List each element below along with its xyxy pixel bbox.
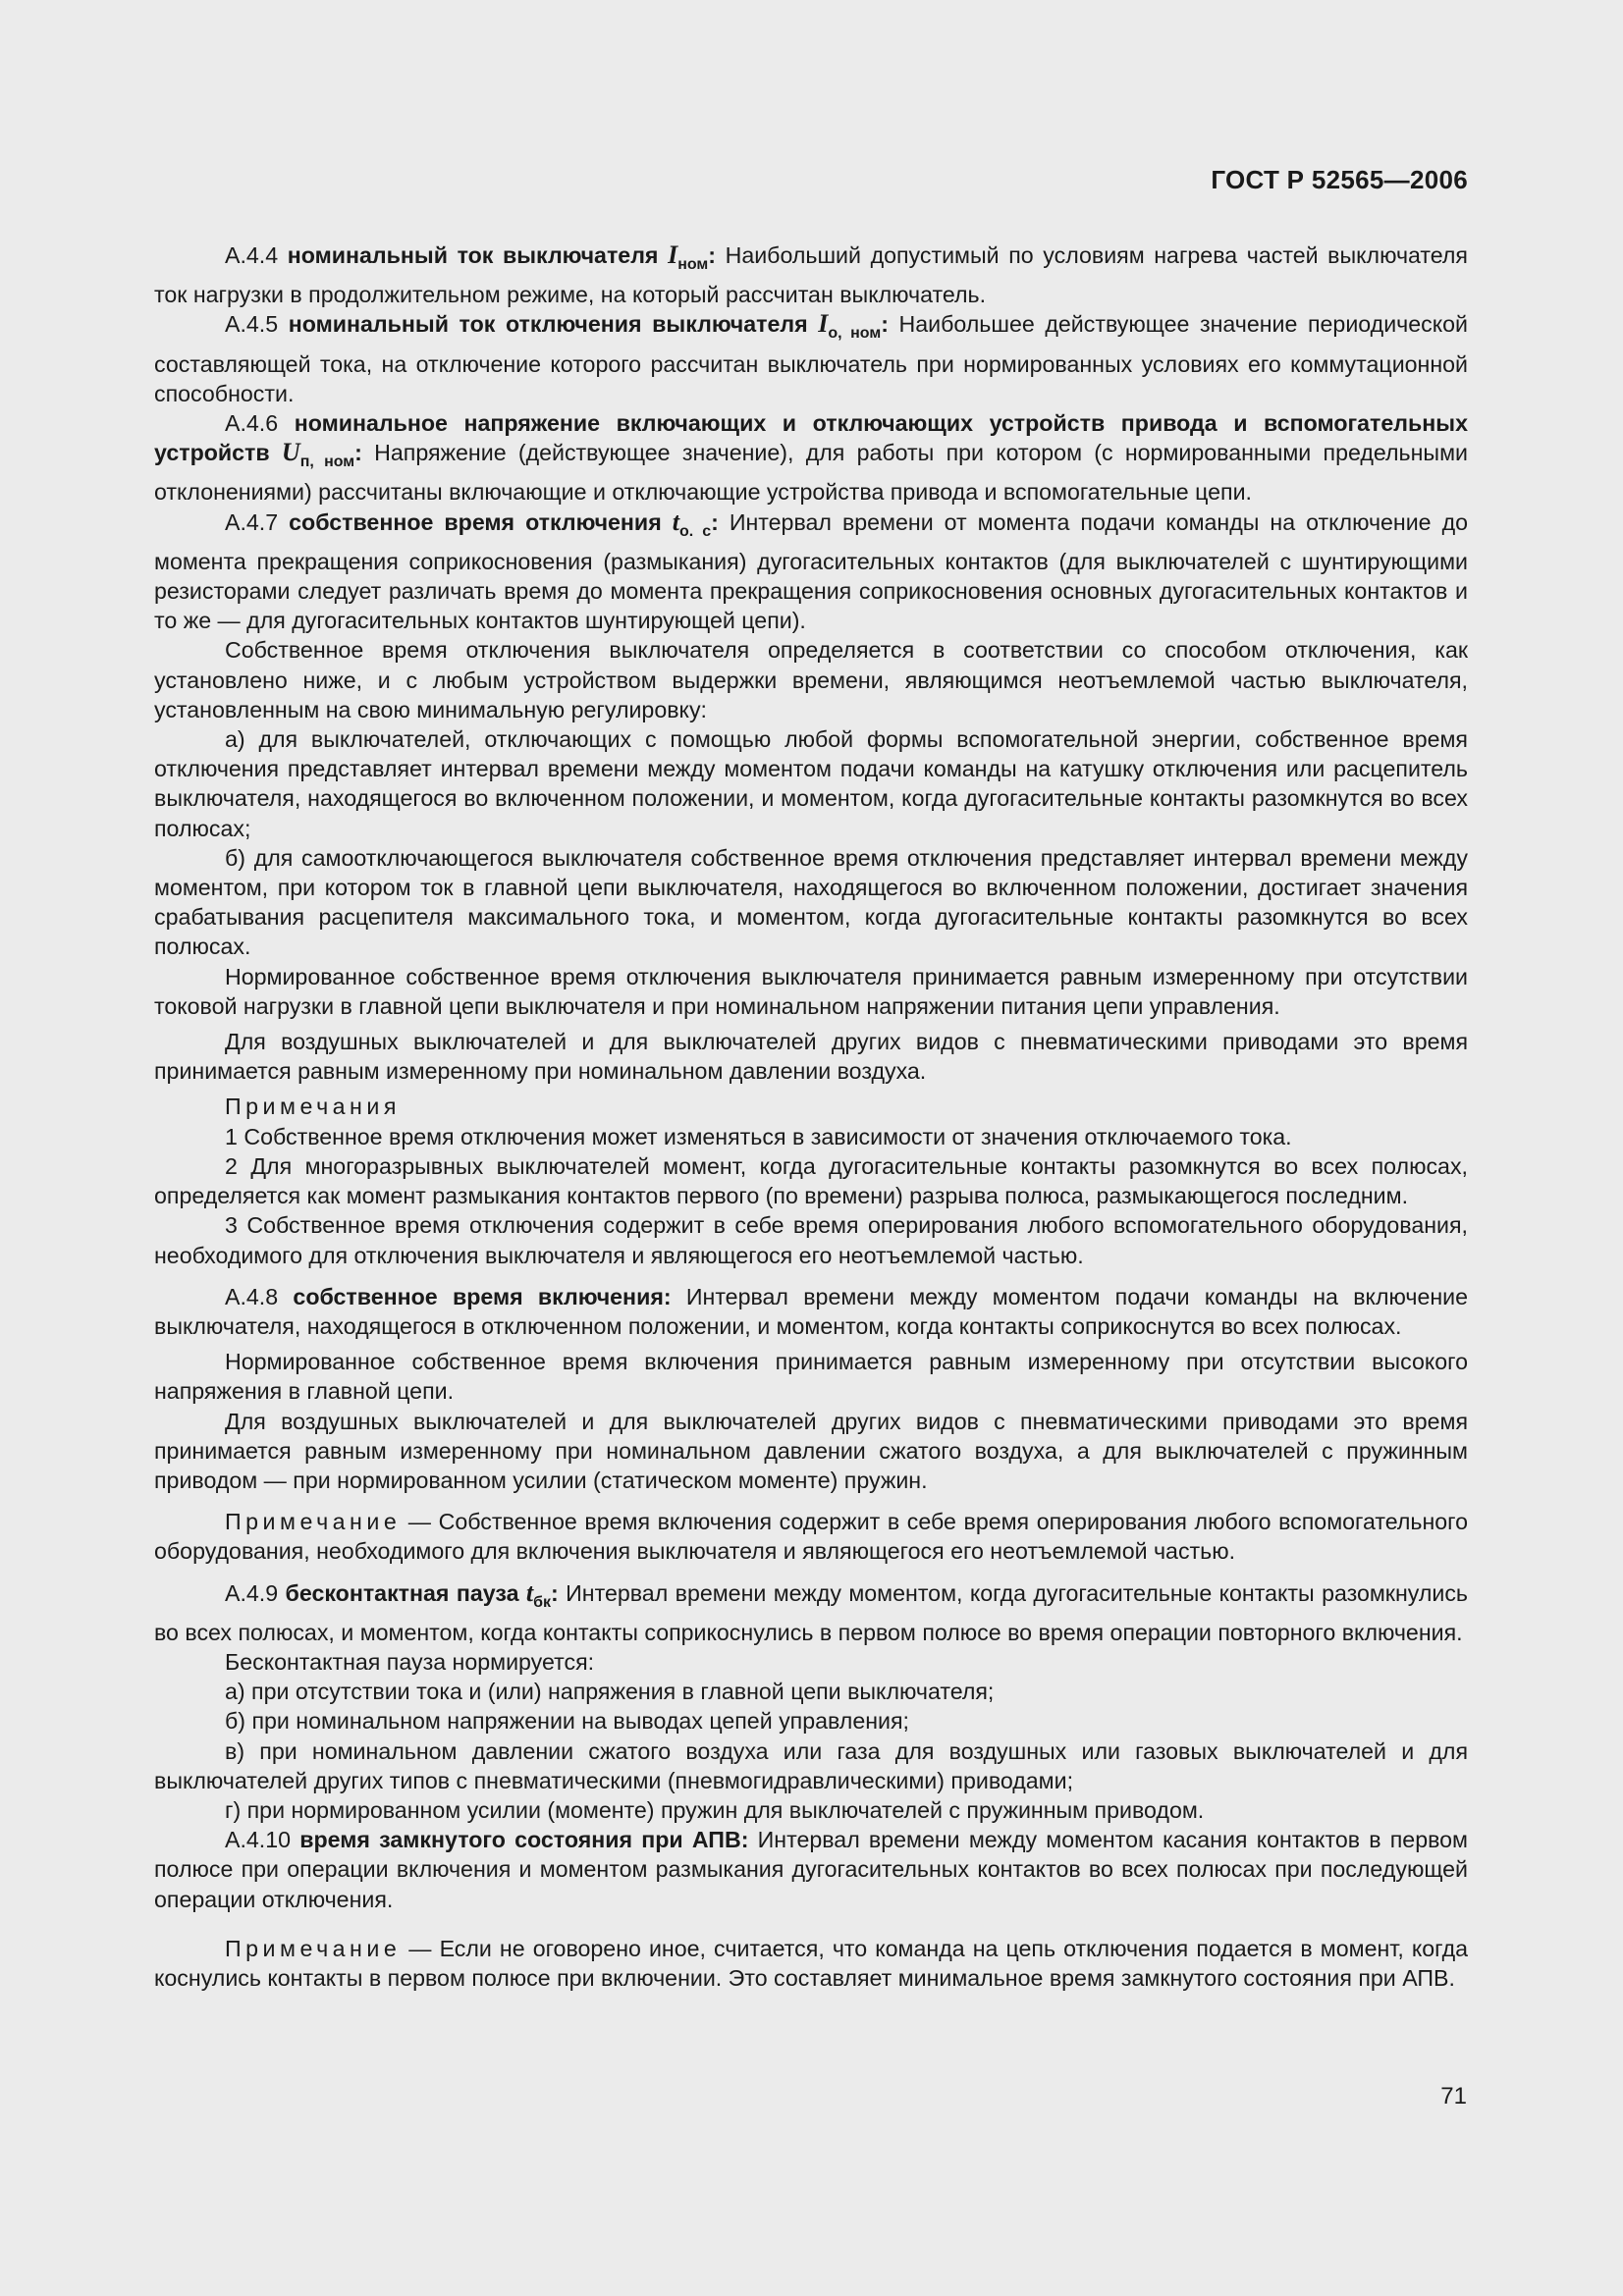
term: номинальное напряжение включающих и отключающих устройств привода и вспомогательных устройств bbox=[154, 410, 1468, 466]
clause-a410 bbox=[154, 1825, 1468, 1914]
list-item-b: б) для самоотключающегося выключателя собственное время отключения представляет интервал времени между моментом, при котором ток в главной цепи выключателя, находящегося во включенном положении, достигает значения срабатывания расцепителя максимального тока, и моментом, когда дугогасительные контакты разомкнутся во всех полюсах. bbox=[154, 844, 1468, 960]
clause-a47 bbox=[154, 507, 1468, 636]
clause-a45 bbox=[154, 309, 1468, 408]
paragraph: Для воздушных выключателей и для выключателей других видов с пневматическими приводами это время принимается равным измеренному при номинальном давлении сжатого воздуха, а для выключателей с пружинным приводом — при нормированном усилии (статическом моменте) пружин. bbox=[154, 1408, 1468, 1493]
symbol-subscript: бк bbox=[533, 1593, 551, 1611]
paragraph: Для воздушных выключателей и для выключателей других видов с пневматическими приводами это время принимается равным измеренному при номинальном давлении воздуха. bbox=[154, 1029, 1468, 1085]
clause-a48 bbox=[154, 1282, 1468, 1341]
symbol: U bbox=[281, 438, 300, 467]
definition: Наибольшее действующее значение периодической составляющей тока, на отключение которого рассчитан выключатель при нормированных условиях его коммутационной способности. bbox=[154, 311, 1468, 406]
list-item-b: б) при номинальном напряжении на выводах цепей управления; bbox=[225, 1708, 909, 1735]
clause-number: А.4.9 bbox=[225, 1579, 286, 1606]
definition: Интервал времени между моментом касания контактов в первом полюсе при операции включения и моментом размыкания дугогасительных контактов во всех полюсах при последующей операции отключения. bbox=[154, 1827, 1468, 1912]
clause-a46 bbox=[154, 408, 1468, 507]
clause-number: А.4.7 bbox=[225, 508, 290, 535]
symbol-subscript: п, ном bbox=[299, 454, 355, 471]
document-body bbox=[154, 240, 1468, 1993]
term: номинальный ток выключателя bbox=[287, 242, 669, 268]
symbol-subscript: о. с bbox=[678, 522, 712, 540]
clause-number: А.4.10 bbox=[225, 1827, 300, 1853]
note-text: — Если не оговорено иное, считается, что команда на цепь отключения подается в момент, когда коснулись контакты в первом полюсе при включении. Это составляет минимальное время замкнутого состояния при АПВ. bbox=[154, 1935, 1468, 1991]
note-3: 3 Собственное время отключения содержит в себе время оперирования любого вспомогательного оборудования, необходимого для отключения выключателя и являющегося его неотъемлемой частью. bbox=[154, 1212, 1468, 1268]
note-text: — Собственное время включения содержит в себе время оперирования любого вспомогательного оборудования, необходимого для включения выключателя и являющегося его неотъемлемой частью. bbox=[154, 1509, 1468, 1565]
note-single bbox=[154, 1507, 1468, 1566]
clause-a44 bbox=[154, 240, 1468, 309]
paragraph: Нормированное собственное время включения принимается равным измеренному при отсутствии высокого напряжения в главной цепи. bbox=[154, 1349, 1468, 1405]
symbol: I bbox=[668, 240, 678, 269]
symbol-subscript: о, ном bbox=[828, 325, 882, 343]
note-2: 2 Для многоразрывных выключателей момент, когда дугогасительные контакты разомкнутся во всех полюсах, определяется как момент размыкания контактов первого (по времени) разрыва полюса, размыкающегося последним. bbox=[154, 1152, 1468, 1209]
notes-heading: Примечания bbox=[225, 1094, 401, 1120]
list-item-a: а) для выключателей, отключающих с помощью любой формы вспомогательной энергии, собственное время отключения представляет интервал времени между моментом подачи команды на катушку отключения или расцепитель выключателя, находящегося во включенном положении, и моментом, когда дугогасительные контакты разомкнутся во всех полюсах; bbox=[154, 726, 1468, 841]
paragraph: Бесконтактная пауза нормируется: bbox=[225, 1648, 595, 1675]
term-colon: : bbox=[708, 242, 716, 268]
definition: Интервал времени между моментом подачи команды на включение выключателя, находящегося в отключенном положении, и моментом, когда контакты соприкоснутся во всех полюсах. bbox=[154, 1283, 1468, 1339]
definition: Интервал времени между моментом, когда дугогасительные контакты разомкнулись во всех полюсах, и моментом, когда контакты соприкоснулись в первом полюсе во время операции повторного включения. bbox=[154, 1579, 1468, 1645]
clause-number: А.4.8 bbox=[225, 1283, 294, 1309]
symbol: t bbox=[672, 507, 679, 536]
term: время замкнутого состояния при АПВ: bbox=[299, 1827, 749, 1853]
term-colon: : bbox=[711, 508, 719, 535]
document-header: ГОСТ Р 52565—2006 bbox=[1211, 165, 1468, 194]
definition: Напряжение (действующее значение), для работы при котором (с нормированными предельными отклонениями) рассчитаны включающие и отключающие устройства привода и вспомогательные цепи. bbox=[154, 440, 1468, 506]
term-colon: : bbox=[551, 1579, 559, 1606]
list-item-c: в) при номинальном давлении сжатого воздуха или газа для воздушных или газовых выключателей и для выключателей других типов с пневматическими (пневмогидравлическими) приводами; bbox=[154, 1737, 1468, 1793]
note-1: 1 Собственное время отключения может изменяться в зависимости от значения отключаемого тока. bbox=[225, 1123, 1292, 1149]
symbol: t bbox=[525, 1577, 534, 1607]
term: бесконтактная пауза bbox=[285, 1579, 526, 1606]
note-last bbox=[154, 1934, 1468, 1993]
term-colon: : bbox=[881, 311, 889, 338]
term-colon: : bbox=[354, 440, 362, 466]
term: номинальный ток отключения выключателя bbox=[288, 311, 819, 338]
paragraph: Нормированное собственное время отключения выключателя принимается равным измеренному при отсутствии токовой нагрузки в главной цепи выключателя и при номинальном напряжении питания цепи управления. bbox=[154, 963, 1468, 1019]
clause-number: А.4.6 bbox=[225, 410, 295, 437]
term: собственное время включения: bbox=[293, 1283, 672, 1309]
term: собственное время отключения bbox=[289, 508, 673, 535]
note-label: Примечание bbox=[225, 1935, 402, 1961]
paragraph: Собственное время отключения выключателя определяется в соответствии со способом отключения, как установлено ниже, и с любым устройством выдержки времени, являющимся неотъемлемой частью выключателя, установленным на свою минимальную регулировку: bbox=[154, 637, 1468, 722]
clause-number: А.4.4 bbox=[225, 242, 288, 268]
list-item-a: а) при отсутствии тока и (или) напряжения в главной цепи выключателя; bbox=[225, 1679, 995, 1705]
symbol: I bbox=[818, 309, 829, 339]
definition: Наибольший допустимый по условиям нагрева частей выключателя ток нагрузки в продолжительном режиме, на который рассчитан выключатель. bbox=[154, 242, 1468, 308]
page-number: 71 bbox=[1440, 2083, 1467, 2109]
clause-number: А.4.5 bbox=[225, 311, 289, 338]
symbol-subscript: ном bbox=[677, 256, 709, 273]
definition: Интервал времени от момента подачи команды на отключение до момента прекращения соприкосновения (размыкания) дугогасительных контактов (для выключателей с шунтирующими резисторами следует различать время до момента прекращения соприкосновения основных дугогасительных контактов и то же — для дугогасительных контактов шунтирующей цепи). bbox=[154, 508, 1469, 634]
clause-a49 bbox=[154, 1578, 1468, 1647]
note-label: Примечание bbox=[225, 1509, 402, 1535]
list-item-d: г) при нормированном усилии (моменте) пружин для выключателей с пружинным приводом. bbox=[225, 1796, 1205, 1823]
